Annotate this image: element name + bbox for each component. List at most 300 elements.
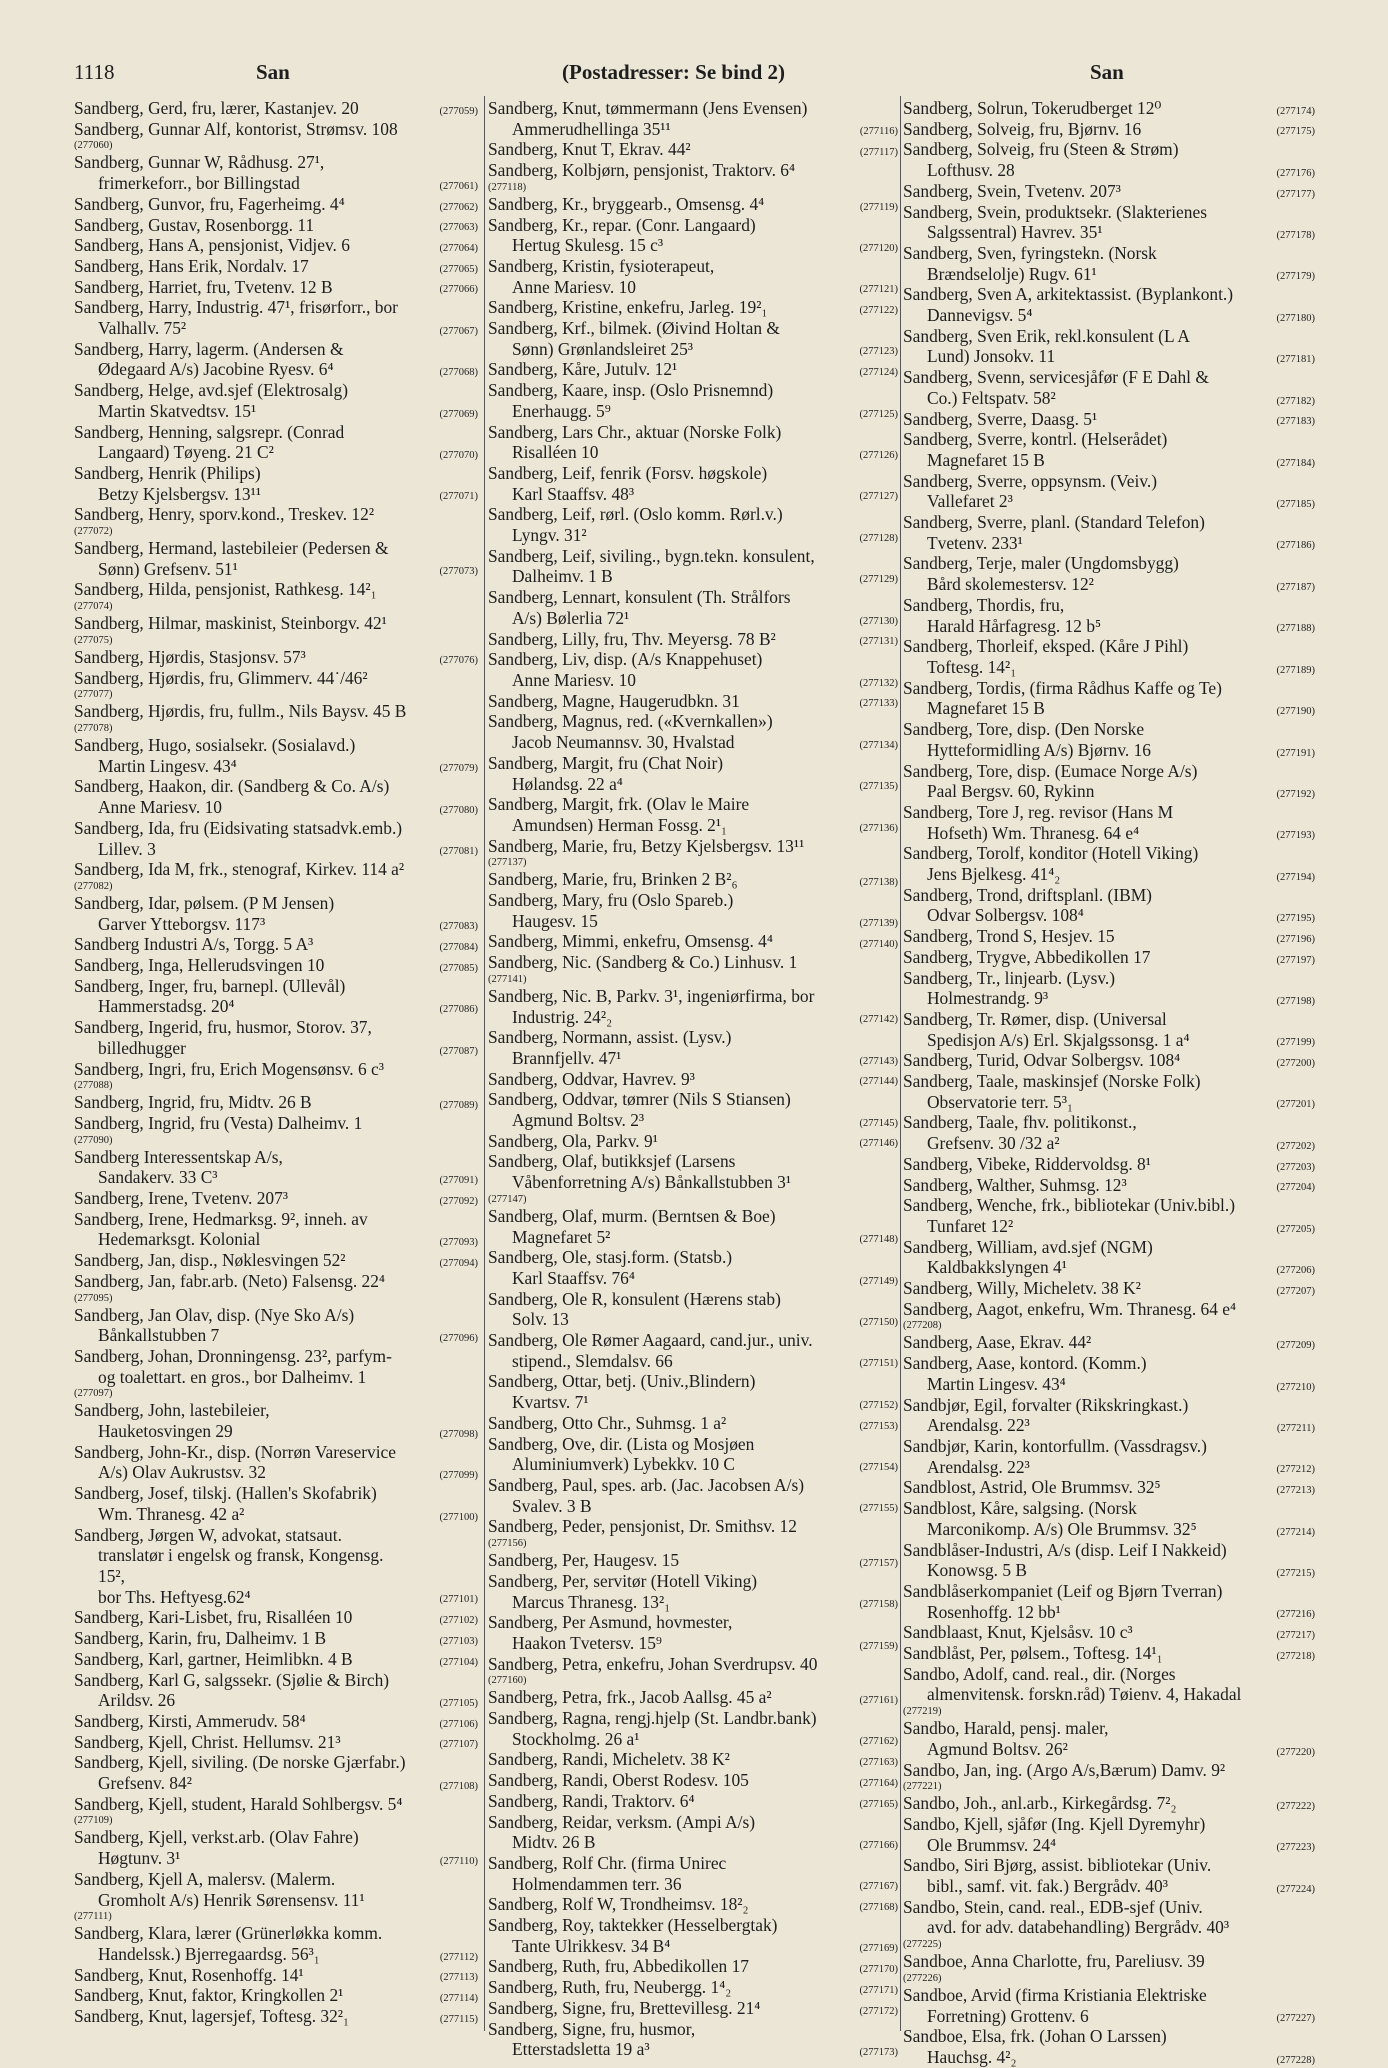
entry-name-line: Sandberg, Kjell, verkst.arb. (Olav Fahre) — [74, 1827, 359, 1848]
directory-entry — [903, 512, 1315, 553]
phone-number: (277093) — [439, 1237, 478, 1249]
page-header — [74, 60, 1314, 90]
entry-continuation-line: Co.) Feltspatv. 58² — [927, 387, 1056, 408]
phone-number: (277133) — [859, 698, 898, 710]
directory-entry — [488, 215, 898, 256]
phone-number: (277108) — [439, 1780, 478, 1792]
directory-entry — [488, 587, 898, 628]
entry-name-line: Sandboe, Anna Charlotte, fru, Pareliusv. 39 — [903, 1951, 1205, 1972]
entry-name-line: Sandberg, Kjell A, malersv. (Malerm. — [74, 1868, 336, 1889]
phone-number: (277221) — [903, 1781, 942, 1793]
entry-continuation-line: Hauchsg. 4²₂ — [927, 2046, 1017, 2067]
phone-number: (277171) — [859, 1984, 898, 1996]
directory-entry — [903, 119, 1315, 140]
phone-number: (277083) — [439, 921, 478, 933]
entry-continuation-line: Lofthusv. 28 — [927, 160, 1015, 181]
entry-name-line: Sandbo, Joh., anl.arb., Kirkegårdsg. 7²₂ — [903, 1793, 1177, 1814]
entry-name-line: Sandberg, Mimmi, enkefru, Omsensg. 4⁴ — [488, 931, 773, 952]
entry-continuation-line: Tante Ulrikkesv. 34 B⁴ — [512, 1935, 671, 1956]
entry-continuation-line: Magnefaret 15 B — [927, 449, 1045, 470]
phone-number: (277190) — [1276, 706, 1315, 718]
entry-name-line: Sandberg, Haakon, dir. (Sandberg & Co. A/s) — [74, 776, 390, 797]
directory-entry — [488, 1247, 898, 1288]
entry-continuation-line: Hammerstadsg. 20⁴ — [98, 996, 235, 1017]
directory-entry — [74, 1017, 478, 1058]
entry-name-line: Sandberg, Jan, disp., Nøklesvingen 52² — [74, 1250, 346, 1271]
phone-number: (277061) — [439, 180, 478, 192]
entry-continuation-line: Garver Ytteborgsv. 117³ — [98, 913, 266, 934]
entry-continuation-line: A/s) Olav Aukrustsv. 32 — [98, 1462, 266, 1483]
directory-entry — [74, 1346, 478, 1400]
directory-entry — [74, 119, 478, 153]
entry-name-line: Sandbo, Siri Bjørg, assist. bibliotekar (Univ. — [903, 1855, 1212, 1876]
entry-continuation-line: Spedisjon A/s) Erl. Skjalgssonsg. 1 a⁴ — [927, 1029, 1190, 1050]
directory-entry — [488, 1330, 898, 1371]
directory-entry — [488, 297, 898, 318]
phone-number: (277109) — [74, 1815, 113, 1827]
column-divider — [484, 96, 485, 2031]
entry-continuation-line: Arendalsg. 22³ — [927, 1456, 1030, 1477]
directory-entry — [488, 691, 898, 712]
directory-entry — [74, 1732, 478, 1753]
entry-name-line: Sandberg, Inga, Hellerudsvingen 10 — [74, 955, 325, 976]
phone-number: (277180) — [1276, 312, 1315, 324]
phone-number: (277122) — [859, 305, 898, 317]
phone-number: (277212) — [1276, 1464, 1315, 1476]
entry-name-line: Sandberg, Sven, fyringstekn. (Norsk — [903, 242, 1157, 263]
phone-number: (277164) — [859, 1777, 898, 1789]
directory-entry — [488, 1131, 898, 1152]
entry-name-line: Sandberg, Tore J, reg. revisor (Hans M — [903, 801, 1174, 822]
phone-number: (277196) — [1276, 933, 1315, 945]
entry-continuation-line: Brændselolje) Rugv. 61¹ — [927, 263, 1097, 284]
entry-name-line: Sandberg, Henrik (Philips) — [74, 462, 261, 483]
directory-entry — [903, 1237, 1315, 1278]
entry-continuation-line: Dannevigsv. 5⁴ — [927, 305, 1033, 326]
entry-name-line: Sandberg, Svenn, servicesjåfør (F E Dahl & — [903, 367, 1209, 388]
entry-name-line: Sandberg, Jan, fabr.arb. (Neto) Falsensg. 22⁴ — [74, 1270, 385, 1291]
directory-entry — [903, 1855, 1315, 1896]
phone-number: (277228) — [1276, 2054, 1315, 2066]
entry-name-line: Sandberg, Hilda, pensjonist, Rathkesg. 14²₁ — [74, 579, 377, 600]
entry-name-line: Sandberg, Henning, salgsrepr. (Conrad — [74, 421, 345, 442]
entry-name-line: Sandberg, Kjell, siviling. (De norske Gjærfabr.) — [74, 1752, 406, 1773]
entry-continuation-line: Handelssk.) Bjerregaardsg. 56³₁ — [98, 1943, 320, 1964]
directory-entry — [903, 1112, 1315, 1153]
entry-name-line: Sandberg, Torolf, konditor (Hotell Viking) — [903, 843, 1199, 864]
phone-number: (277112) — [439, 1951, 478, 1963]
directory-entry — [903, 326, 1315, 367]
directory-entry — [74, 256, 478, 277]
entry-name-line: Sandberg, Aase, kontord. (Komm.) — [903, 1353, 1147, 1374]
entry-continuation-line: Wm. Thranesg. 42 a² — [98, 1503, 245, 1524]
directory-entry — [488, 1977, 898, 1998]
directory-entry — [903, 678, 1315, 719]
directory-entry — [903, 1985, 1315, 2026]
phone-number: (277162) — [859, 1736, 898, 1748]
entry-continuation-line: Anne Mariesv. 10 — [512, 669, 636, 690]
entry-name-line: Sandberg, Karl, gartner, Heimlibkn. 4 B — [74, 1648, 353, 1669]
entry-name-line: Sandberg, Magne, Haugerudbkn. 31 — [488, 690, 740, 711]
entry-name-line: Sandberg, Ingerid, fru, husmor, Storov. 37, — [74, 1017, 372, 1038]
phone-number: (277070) — [439, 449, 478, 461]
phone-number: (277179) — [1276, 271, 1315, 283]
phone-number: (277152) — [859, 1399, 898, 1411]
directory-entry — [488, 986, 898, 1027]
directory-entry — [903, 1195, 1315, 1236]
entry-name-line: Sandberg, Idar, pølsem. (P M Jensen) — [74, 892, 335, 913]
entry-name-line: Sandberg, Knut T, Ekrav. 44² — [488, 139, 691, 160]
entry-continuation-line: Agmund Boltsv. 26² — [927, 1738, 1068, 1759]
directory-entry — [488, 1894, 898, 1915]
phone-number: (277120) — [859, 242, 898, 254]
entry-name-line: Sandberg, Sven A, arkitektassist. (Byplankont.) — [903, 284, 1234, 305]
entry-continuation-line: Hølandsg. 22 a⁴ — [512, 773, 623, 794]
directory-entry — [488, 1069, 898, 1090]
directory-entry — [488, 1151, 898, 1205]
phone-number: (277173) — [859, 2046, 898, 2058]
phone-number: (277189) — [1276, 664, 1315, 676]
entry-continuation-line: Brannfjellv. 47¹ — [512, 1047, 622, 1068]
directory-entry — [903, 1760, 1315, 1794]
entry-continuation-line: Magnefaret 5² — [512, 1226, 611, 1247]
directory-entry — [903, 1951, 1315, 1985]
phone-number: (277213) — [1276, 1485, 1315, 1497]
directory-entry — [74, 579, 478, 613]
entry-name-line: Sandberg, Helge, avd.sjef (Elektrosalg) — [74, 380, 348, 401]
entry-name-line: Sandberg, Ove, dir. (Lista og Mosjøen — [488, 1433, 755, 1454]
directory-entry — [74, 463, 478, 504]
directory-entry — [74, 955, 478, 976]
directory-entry — [903, 968, 1315, 1009]
phone-number: (277156) — [488, 1538, 527, 1550]
entry-name-line: Sandberg, Rolf Chr. (firma Unirec — [488, 1852, 727, 1873]
directory-entry — [74, 504, 478, 538]
directory-entry — [903, 471, 1315, 512]
phone-number: (277192) — [1276, 788, 1315, 800]
directory-entry — [488, 1812, 898, 1853]
entry-name-line: Sandberg, Mary, fru (Oslo Spareb.) — [488, 890, 734, 911]
entry-name-line: Sandberg, Solrun, Tokerudberget 12⁰ — [903, 98, 1162, 118]
phone-number: (277107) — [439, 1739, 478, 1751]
directory-entry — [488, 1612, 898, 1653]
page-number: 1118 — [74, 60, 115, 84]
directory-entry — [488, 359, 898, 380]
directory-entry — [488, 629, 898, 650]
phone-number: (277174) — [1276, 105, 1315, 117]
directory-entry — [903, 1477, 1315, 1498]
entry-name-line: Sandberg, Marie, fru, Betzy Kjelsbergsv. 13¹¹ — [488, 835, 805, 856]
entry-name-line: Sandberg, Harriet, fru, Tvetenv. 12 B — [74, 276, 333, 297]
directory-entry — [903, 1278, 1315, 1299]
entry-name-line: Sandberg, Harry, lagerm. (Andersen & — [74, 338, 344, 359]
entry-name-line: Sandberg, Olaf, butikksjef (Larsens — [488, 1151, 736, 1172]
entry-continuation-line: Vallefaret 2³ — [927, 491, 1013, 512]
entry-name-line: Sandberg, Hermand, lastebileier (Pedersen & — [74, 538, 389, 559]
directory-column-3 — [903, 98, 1315, 2067]
directory-entry — [488, 1413, 898, 1434]
phone-number: (277068) — [439, 367, 478, 379]
directory-entry — [488, 1687, 898, 1708]
entry-name-line: Sandberg, Nic. B, Parkv. 3¹, ingeniørfirma, bor — [488, 985, 815, 1006]
phone-number: (277220) — [1276, 1746, 1315, 1758]
phone-number: (277101) — [439, 1594, 478, 1606]
directory-entry — [488, 1853, 898, 1894]
entry-name-line: Sandbo, Kjell, sjåfør (Ing. Kjell Dyremyhr) — [903, 1813, 1206, 1834]
entry-name-line: Sandberg, Svein, Tvetenv. 207³ — [903, 180, 1121, 201]
directory-entry — [74, 215, 478, 236]
directory-entry — [903, 719, 1315, 760]
phone-number: (277216) — [1276, 1609, 1315, 1621]
directory-entry — [74, 1525, 478, 1608]
entry-continuation-line: Haugesv. 15 — [512, 910, 598, 931]
phone-number: (277121) — [859, 284, 898, 296]
phone-number: (277150) — [859, 1317, 898, 1329]
entry-name-line: Sandberg, Ole R, konsulent (Hærens stab) — [488, 1288, 781, 1309]
entry-name-line: Sandboe, Elsa, frk. (Johan O Larssen) — [903, 2026, 1167, 2047]
directory-entry — [74, 2006, 478, 2027]
entry-name-line: Sandberg, Signe, fru, husmor, — [488, 2018, 696, 2039]
directory-entry — [903, 802, 1315, 843]
phone-number: (277168) — [859, 1902, 898, 1914]
entry-continuation-line: Toftesg. 14²₁ — [927, 656, 1017, 677]
directory-entry — [903, 1009, 1315, 1050]
phone-number: (277225) — [903, 1939, 942, 1951]
entry-name-line: Sandberg, Peder, pensjonist, Dr. Smithsv. 12 — [488, 1516, 797, 1537]
directory-entry — [903, 595, 1315, 636]
directory-entry — [903, 1353, 1315, 1394]
header-left-keyword: San — [256, 60, 290, 84]
directory-entry — [903, 2026, 1315, 2067]
directory-entry — [74, 1711, 478, 1732]
directory-entry — [903, 429, 1315, 470]
phone-number: (277178) — [1276, 229, 1315, 241]
directory-entry — [74, 1092, 478, 1113]
phone-number: (277078) — [74, 722, 113, 734]
directory-entry — [903, 1436, 1315, 1477]
phone-number: (277128) — [859, 532, 898, 544]
entry-name-line: Sandberg, Ingrid, fru (Vesta) Dalheimv. 1 — [74, 1112, 363, 1133]
entry-continuation-line: Martin Lingesv. 43⁴ — [98, 755, 237, 776]
entry-continuation-line: Ødegaard A/s) Jacobine Ryesv. 6⁴ — [98, 359, 334, 380]
entry-continuation-line: almenvitensk. forskn.råd) Tøienv. 4, Hakadal — [927, 1684, 1242, 1705]
entry-name-line: Sandberg, Thorleif, eksped. (Kåre J Pihl) — [903, 636, 1189, 657]
entry-name-line: Sandberg, Josef, tilskj. (Hallen's Skofabrik) — [74, 1483, 377, 1504]
phone-number: (277211) — [1276, 1423, 1315, 1434]
phone-number: (277090) — [74, 1134, 113, 1146]
entry-name-line: Sandberg, Kari-Lisbet, fru, Risalléen 10 — [74, 1607, 353, 1628]
directory-entry — [903, 1718, 1315, 1759]
entry-name-line: Sandberg, Knut, tømmermann (Jens Evensen) — [488, 98, 808, 118]
phone-number: (277117) — [859, 147, 898, 159]
directory-entry — [74, 339, 478, 380]
entry-name-line: Sandberg, Gerd, fru, lærer, Kastanjev. 20 — [74, 98, 359, 118]
phone-number: (277065) — [439, 263, 478, 275]
directory-entry — [74, 1607, 478, 1628]
header-center-note: (Postadresser: Se bind 2) — [562, 60, 786, 84]
entry-continuation-line: Ammerudhellinga 35¹¹ — [512, 118, 671, 139]
phone-number: (277072) — [74, 526, 113, 538]
phone-number: (277195) — [1276, 913, 1315, 925]
entry-continuation-line: Sønn) Grefsenv. 51¹ — [98, 558, 238, 579]
entry-name-line: Sandberg, Roy, taktekker (Hesselbergtak) — [488, 1915, 778, 1936]
phone-number: (277175) — [1276, 126, 1315, 138]
entry-name-line: Sandberg, Randi, Traktorv. 6⁴ — [488, 1790, 695, 1811]
entry-name-line: Sandberg, Lennart, konsulent (Th. Strålfors — [488, 587, 791, 608]
directory-entry — [903, 761, 1315, 802]
phone-number: (277077) — [74, 689, 113, 701]
directory-entry — [488, 1791, 898, 1812]
directory-entry — [903, 1498, 1315, 1539]
phone-number: (277143) — [859, 1055, 898, 1067]
entry-continuation-line: Risalléen 10 — [512, 442, 599, 463]
phone-number: (277098) — [439, 1428, 478, 1440]
entry-name-line: Sandberg, Terje, maler (Ungdomsbygg) — [903, 553, 1179, 574]
directory-entry — [488, 1998, 898, 2019]
phone-number: (277088) — [74, 1080, 113, 1092]
phone-number: (277158) — [859, 1599, 898, 1611]
directory-entry — [903, 1332, 1315, 1353]
entry-name-line: Sandberg, Taale, maskinsjef (Norske Folk) — [903, 1071, 1201, 1092]
entry-continuation-line: Gromholt A/s) Henrik Sørensensv. 11¹ — [98, 1889, 365, 1910]
phone-number: (277075) — [74, 634, 113, 646]
entry-name-line: Sandberg, Hugo, sosialsekr. (Sosialavd.) — [74, 734, 356, 755]
directory-entry — [903, 98, 1315, 119]
directory-entry — [903, 202, 1315, 243]
directory-entry — [903, 1622, 1315, 1643]
entry-name-line: Sandberg, Jørgen W, advokat, statsaut. — [74, 1524, 342, 1545]
entry-name-line: Sandberg, Walther, Suhmsg. 12³ — [903, 1174, 1127, 1195]
entry-name-line: Sandberg, Tore, disp. (Eumace Norge A/s) — [903, 760, 1198, 781]
directory-entry — [74, 538, 478, 579]
entry-continuation-line: Magnefaret 15 B — [927, 698, 1045, 719]
phone-number: (277067) — [439, 325, 478, 337]
entry-continuation-line: Martin Skatvedtsv. 15¹ — [98, 400, 257, 421]
phone-number: (277205) — [1276, 1223, 1315, 1235]
directory-entry — [74, 1305, 478, 1346]
phone-number: (277130) — [859, 615, 898, 627]
directory-entry — [488, 1206, 898, 1247]
phone-number: (277186) — [1276, 540, 1315, 552]
entry-name-line: Sandberg, Marie, fru, Brinken 2 B²₆ — [488, 869, 738, 890]
entry-name-line: Sandberg, Wenche, frk., bibliotekar (Univ.bibl.) — [903, 1195, 1235, 1216]
entry-name-line: Sandblåserkompaniet (Leif og Bjørn Tverran) — [903, 1580, 1223, 1601]
directory-entry — [903, 1643, 1315, 1664]
entry-name-line: Sandberg, Karl G, salgssekr. (Sjølie & Birch) — [74, 1669, 390, 1690]
phone-number: (277181) — [1276, 354, 1315, 366]
directory-entry — [488, 1434, 898, 1475]
entry-continuation-line: Anne Mariesv. 10 — [98, 797, 222, 818]
phone-number: (277197) — [1276, 954, 1315, 966]
directory-entry — [488, 422, 898, 463]
directory-entry — [903, 843, 1315, 884]
phone-number: (277199) — [1276, 1037, 1315, 1049]
entry-name-line: Sandberg, Sverre, oppsynsm. (Veiv.) — [903, 470, 1158, 491]
directory-entry — [74, 1250, 478, 1271]
phone-number: (277188) — [1276, 623, 1315, 635]
entry-continuation-line: Karl Staaffsv. 48³ — [512, 483, 635, 504]
entry-name-line: Sandberg, Karin, fru, Dalheimv. 1 B — [74, 1628, 327, 1649]
entry-continuation-line: Holmestrandg. 9³ — [927, 988, 1049, 1009]
entry-name-line: Sandberg, Solveig, fru, Bjørnv. 16 — [903, 118, 1142, 139]
phone-number: (277169) — [859, 1943, 898, 1955]
phone-number: (277154) — [859, 1462, 898, 1473]
entry-continuation-line: og toalettart. en gros., bor Dalheimv. 1 — [98, 1366, 367, 1387]
entry-name-line: Sandberg, Ida M, frk., stenograf, Kirkev. 114 a² — [74, 859, 405, 880]
entry-continuation-line: Lillev. 3 — [98, 838, 156, 859]
phone-number: (277145) — [859, 1117, 898, 1129]
entry-name-line: Sandberg, Randi, Oberst Rodesv. 105 — [488, 1770, 749, 1791]
phone-number: (277115) — [439, 2013, 478, 2025]
directory-entry — [74, 1752, 478, 1793]
entry-name-line: Sandblost, Kåre, salgsing. (Norsk — [903, 1498, 1137, 1519]
directory-entry — [74, 668, 478, 702]
phone-number: (277060) — [74, 140, 113, 152]
phone-number: (277227) — [1276, 2013, 1315, 2025]
entry-name-line: Sandblåst, Per, pølsem., Toftesg. 14¹₁ — [903, 1643, 1163, 1664]
entry-continuation-line: Kaldbakkslyngen 4¹ — [927, 1257, 1067, 1278]
directory-entry — [74, 735, 478, 776]
entry-name-line: Sandberg Industri A/s, Torgg. 5 A³ — [74, 934, 314, 955]
phone-number: (277119) — [859, 201, 898, 213]
directory-entry — [74, 1209, 478, 1250]
directory-entry — [488, 1654, 898, 1688]
phone-number: (277155) — [859, 1503, 898, 1515]
phone-number: (277066) — [439, 284, 478, 296]
entry-name-line: Sandbo, Jan, ing. (Argo A/s,Bærum) Damv. 9² — [903, 1759, 1226, 1780]
phone-number: (277073) — [439, 566, 478, 578]
entry-continuation-line: Amundsen) Herman Fossg. 2¹₁ — [512, 814, 728, 835]
entry-name-line: Sandberg, Oddvar, Havrev. 9³ — [488, 1068, 695, 1089]
phone-number: (277103) — [439, 1635, 478, 1647]
phone-number: (277092) — [439, 1195, 478, 1207]
phone-number: (277084) — [439, 942, 478, 954]
phone-number: (277102) — [439, 1615, 478, 1627]
entry-name-line: Sandberg, Johan, Dronningensg. 23², parfym- — [74, 1345, 392, 1366]
entry-name-line: Sandberg, Trygve, Abbedikollen 17 — [903, 946, 1151, 967]
phone-number: (277194) — [1276, 871, 1315, 883]
phone-number: (277110) — [439, 1855, 478, 1867]
entry-name-line: Sandberg, William, avd.sjef (NGM) — [903, 1236, 1153, 1257]
directory-entry — [74, 647, 478, 668]
entry-name-line: Sandberg, Petra, frk., Jacob Aallsg. 45 a² — [488, 1687, 772, 1708]
entry-name-line: Sandberg, Normann, assist. (Lysv.) — [488, 1027, 732, 1048]
directory-entry — [488, 1915, 898, 1956]
directory-entry — [74, 1188, 478, 1209]
phone-number: (277134) — [859, 739, 898, 751]
entry-continuation-line: Valhallv. 75² — [98, 318, 187, 339]
entry-name-line: Sandberg, Liv, disp. (A/s Knappehuset) — [488, 649, 763, 670]
entry-continuation-line: Bånkallstubben 7 — [98, 1325, 220, 1346]
entry-continuation-line: Paal Bergsv. 60, Rykinn — [927, 781, 1095, 802]
phone-number: (277076) — [439, 654, 478, 666]
phone-number: (277185) — [1276, 499, 1315, 511]
phone-number: (277079) — [439, 763, 478, 775]
directory-entry — [903, 409, 1315, 430]
entry-name-line: Sandberg, Kolbjørn, pensjonist, Traktorv. 6⁴ — [488, 160, 796, 181]
entry-name-line: Sandberg, Leif, siviling., bygn.tekn. konsulent, — [488, 545, 815, 566]
directory-entry — [74, 422, 478, 463]
directory-entry — [74, 1923, 478, 1964]
phone-number: (277223) — [1276, 1842, 1315, 1854]
entry-name-line: Sandberg, Tr., linjearb. (Lysv.) — [903, 967, 1116, 988]
entry-name-line: Sandblaast, Knut, Kjelsåsv. 10 c³ — [903, 1622, 1133, 1643]
phone-number: (277153) — [859, 1420, 898, 1432]
phone-number: (277129) — [859, 574, 898, 586]
phone-number: (277200) — [1276, 1058, 1315, 1070]
directory-entry — [488, 504, 898, 545]
directory-entry — [903, 181, 1315, 202]
